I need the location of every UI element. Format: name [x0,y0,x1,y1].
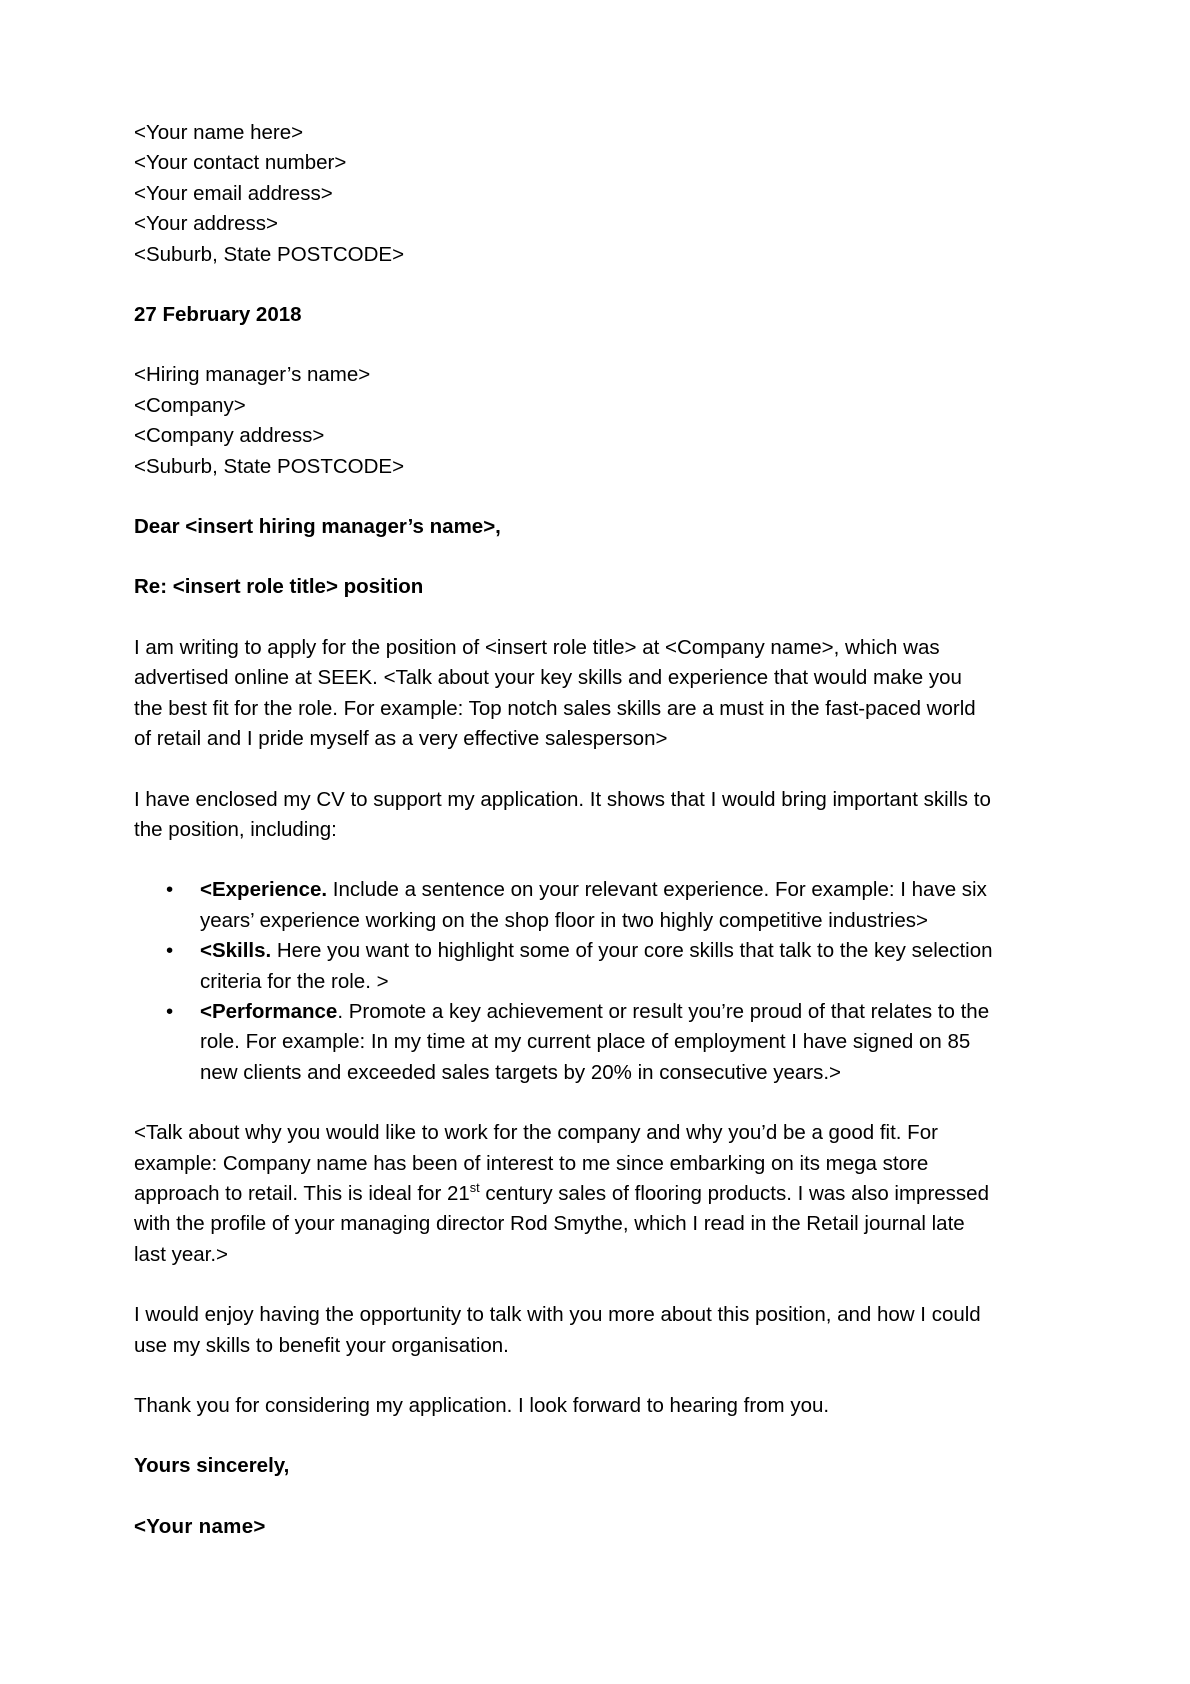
spacer-after-sender [134,270,994,300]
sender-line-email: <Your email address> [134,181,333,205]
spacer-after-subject [134,603,994,633]
spacer-after-paragraph-4 [134,1361,994,1391]
sender-line-phone: <Your contact number> [134,151,347,175]
salutation: Dear <insert hiring manager’s name>, [134,515,501,539]
body-paragraph-3 [134,1118,994,1270]
spacer-after-date [134,330,994,360]
bullet-point-icon: • [166,999,174,1023]
signature-name: <Your name> [134,1514,266,1538]
spacer-before-signoff [134,1421,994,1451]
recipient-line-company-address: <Company address> [134,424,325,448]
spacer-after-bullets [134,1088,994,1118]
bullet-point-icon: • [166,878,174,902]
letter-body [134,118,994,1542]
sender-line-name: <Your name here> [134,121,304,144]
sender-line-address: <Your address> [134,212,278,236]
spacer-after-paragraph-3 [134,1270,994,1300]
spacer-after-paragraph-1 [134,755,994,785]
bullet-lead-skills: <Skills. [200,939,272,963]
paragraph-3-part-1: <Talk about why you would like to work for the company and why you’d be a good fit. For example: Company name has been of interest to me since embarking on its mega store approach to retail. This is ideal for 21 [134,1121,938,1205]
sender-address-block [134,118,994,270]
spacer-after-recipient [134,482,994,512]
body-paragraph-5: Thank you for considering my application. I look forward to hearing from you. [134,1394,830,1417]
list-item [134,997,994,1088]
recipient-line-suburb: <Suburb, State POSTCODE> [134,454,405,478]
list-item [134,936,994,997]
bullet-lead-performance: <Performance [200,999,338,1023]
ordinal-superscript: st [469,1180,480,1196]
bullet-text-experience: Include a sentence on your relevant experience. For example: I have six years’ experience working on the shop floor in two highly competitive industries> [200,878,987,932]
skills-bullet-list [134,875,994,1088]
paragraph-3-part-2: century sales of flooring products. I was also impressed with the profile of your managing director Rod Smythe, which I read in the Retail journal late last year.> [134,1181,989,1266]
body-paragraph-4: I would enjoy having the opportunity to talk with you more about this position, and how I could use my skills to benefit your organisation. [134,1303,981,1357]
bullet-text-performance: . Promote a key achievement or result you’re proud of that relates to the role. For example: In my time at my current place of employment I have signed on 85 new clients and exceeded sales targets by 20% in consecutive years.> [200,999,990,1084]
bullet-lead-experience: <Experience. [200,878,328,902]
body-paragraph-2: I have enclosed my CV to support my application. It shows that I would bring important skills to the position, including: [134,787,991,841]
spacer-before-bullets [134,845,994,875]
subject-line: Re: <insert role title> position [134,575,424,599]
sender-line-suburb: <Suburb, State POSTCODE> [134,242,405,266]
spacer-after-signoff [134,1482,994,1512]
recipient-line-company: <Company> [134,393,246,417]
body-paragraph-1: I am writing to apply for the position of <insert role title> at <Company name>, which was advertised online at SEEK. <Talk about your key skills and experience that would make you the best fit for the role. For example: Top notch sales skills are a must in the fast-paced world of retail and I pride myself as a very effective salesperson> [134,635,976,751]
letter-date: 27 February 2018 [134,303,302,327]
recipient-line-manager: <Hiring manager’s name> [134,363,371,387]
signoff: Yours sincerely, [134,1454,290,1478]
spacer-after-salutation [134,542,994,572]
recipient-address-block [134,360,994,482]
bullet-text-skills: Here you want to highlight some of your core skills that talk to the key selection criteria for the role. > [200,939,993,993]
list-item [134,875,994,936]
bullet-point-icon: • [166,939,174,963]
